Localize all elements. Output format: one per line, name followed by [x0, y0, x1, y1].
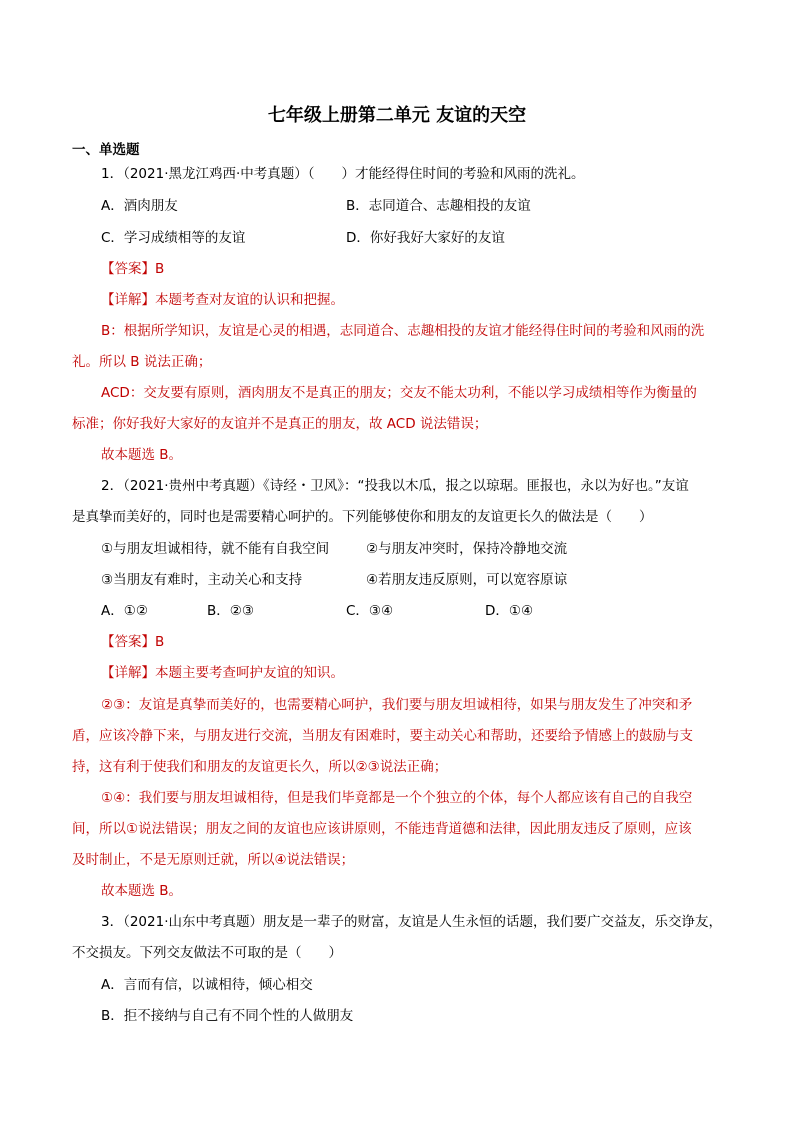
q2-explain-1-line1: ②③：友谊是真挚而美好的，也需要精心呵护，我们要与朋友坦诚相待，如果与朋友发生了冲突和矛	[101, 697, 693, 713]
q2-item-1: ①与朋友坦诚相待，就不能有自我空间	[101, 541, 330, 557]
q3-stem-1: 3．（2021·山东中考真题）朋友是一辈子的财富，友谊是人生永恒的话题，我们要广交益友，乐交诤友，	[101, 914, 722, 930]
detail-tag: 【详解】	[101, 292, 155, 308]
q2-detail	[101, 663, 344, 683]
q2-explain-2-line2: 间，所以①说法错误；朋友之间的友谊也应该讲原则，不能违背道德和法律，因此朋友违反了原则，应该	[72, 821, 692, 837]
q3-option-b: B．拒不接纳与自己有不同个性的人做朋友	[101, 1008, 354, 1024]
q2-option-d: D．①④	[485, 603, 534, 619]
answer-tag: 【答案】	[101, 634, 155, 650]
q2-option-c: C．③④	[346, 603, 394, 619]
q3-stem-2: 不交损友。下列交友做法不可取的是（ ）	[72, 945, 342, 961]
q2-item-3: ③当朋友有难时，主动关心和支持	[101, 572, 303, 588]
q2-item-4: ④若朋友违反原则，可以宽容原谅	[366, 572, 568, 588]
q2-explain-2-line1: ①④：我们要与朋友坦诚相待，但是我们毕竟都是一个个独立的个体，每个人都应该有自己的自我空	[101, 790, 693, 806]
q1-option-c: C．学习成绩相等的友谊	[101, 230, 246, 246]
answer-value: B	[155, 634, 165, 650]
q2-explain-1-line3: 持，这有利于使我们和朋友的友谊更长久，所以②③说法正确；	[72, 759, 448, 775]
q2-option-b: B．②③	[207, 603, 254, 619]
q1-option-d: D．你好我好大家好的友谊	[346, 230, 505, 246]
q1-option-b: B．志同道合、志趣相投的友谊	[346, 198, 531, 214]
q1-explain-acd-1: ACD：交友要有原则，酒肉朋友不是真正的朋友；交友不能太功利，不能以学习成绩相等作为衡量的	[101, 385, 697, 401]
detail-text: 本题考查对友谊的认识和把握。	[155, 292, 344, 308]
detail-tag: 【详解】	[101, 665, 155, 681]
detail-text: 本题主要考查呵护友谊的知识。	[155, 665, 344, 681]
page-title: 七年级上册第二单元 友谊的天空	[267, 105, 527, 126]
q1-explain-acd-2: 标准；你好我好大家好的友谊并不是真正的朋友，故 ACD 说法错误；	[72, 416, 488, 432]
q1-detail	[101, 290, 344, 310]
q2-stem-2: 是真挚而美好的，同时也是需要精心呵护的。下列能够使你和朋友的友谊更长久的做法是（ ）	[72, 509, 653, 525]
q1-answer	[101, 259, 164, 279]
q3-option-a: A．言而有信，以诚相待，倾心相交	[101, 977, 313, 993]
q2-stem-1: 2．（2021·贵州中考真题）《诗经・卫风》：“投我以木瓜，报之以琼琚。匪报也，永以为好也。”友谊	[101, 478, 689, 494]
answer-tag: 【答案】	[101, 261, 155, 277]
q2-explain-2-line3: 及时制止，不是无原则迁就，所以④说法错误；	[72, 852, 355, 868]
q1-stem: 1．（2021·黑龙江鸡西·中考真题）（ ）才能经得住时间的考验和风雨的洗礼。	[101, 166, 585, 182]
q2-option-a: A．①②	[101, 603, 148, 619]
q1-explain-b-1: B：根据所学知识，友谊是心灵的相遇，志同道合、志趣相投的友谊才能经得住时间的考验和风雨的洗	[101, 323, 705, 339]
q1-conclusion: 故本题选 B。	[101, 447, 183, 463]
q1-explain-b-2: 礼。所以 B 说法正确；	[72, 354, 212, 370]
q2-conclusion: 故本题选 B。	[101, 883, 183, 899]
q2-item-2: ②与朋友冲突时，保持冷静地交流	[366, 541, 568, 557]
q2-explain-1-line2: 盾，应该冷静下来，与朋友进行交流，当朋友有困难时，要主动关心和帮助，还要给予情感上的鼓励与支	[72, 728, 693, 744]
q1-option-a: A．酒肉朋友	[101, 198, 178, 214]
q2-answer	[101, 632, 164, 652]
section-heading: 一、单选题	[72, 142, 140, 158]
answer-value: B	[155, 261, 165, 277]
